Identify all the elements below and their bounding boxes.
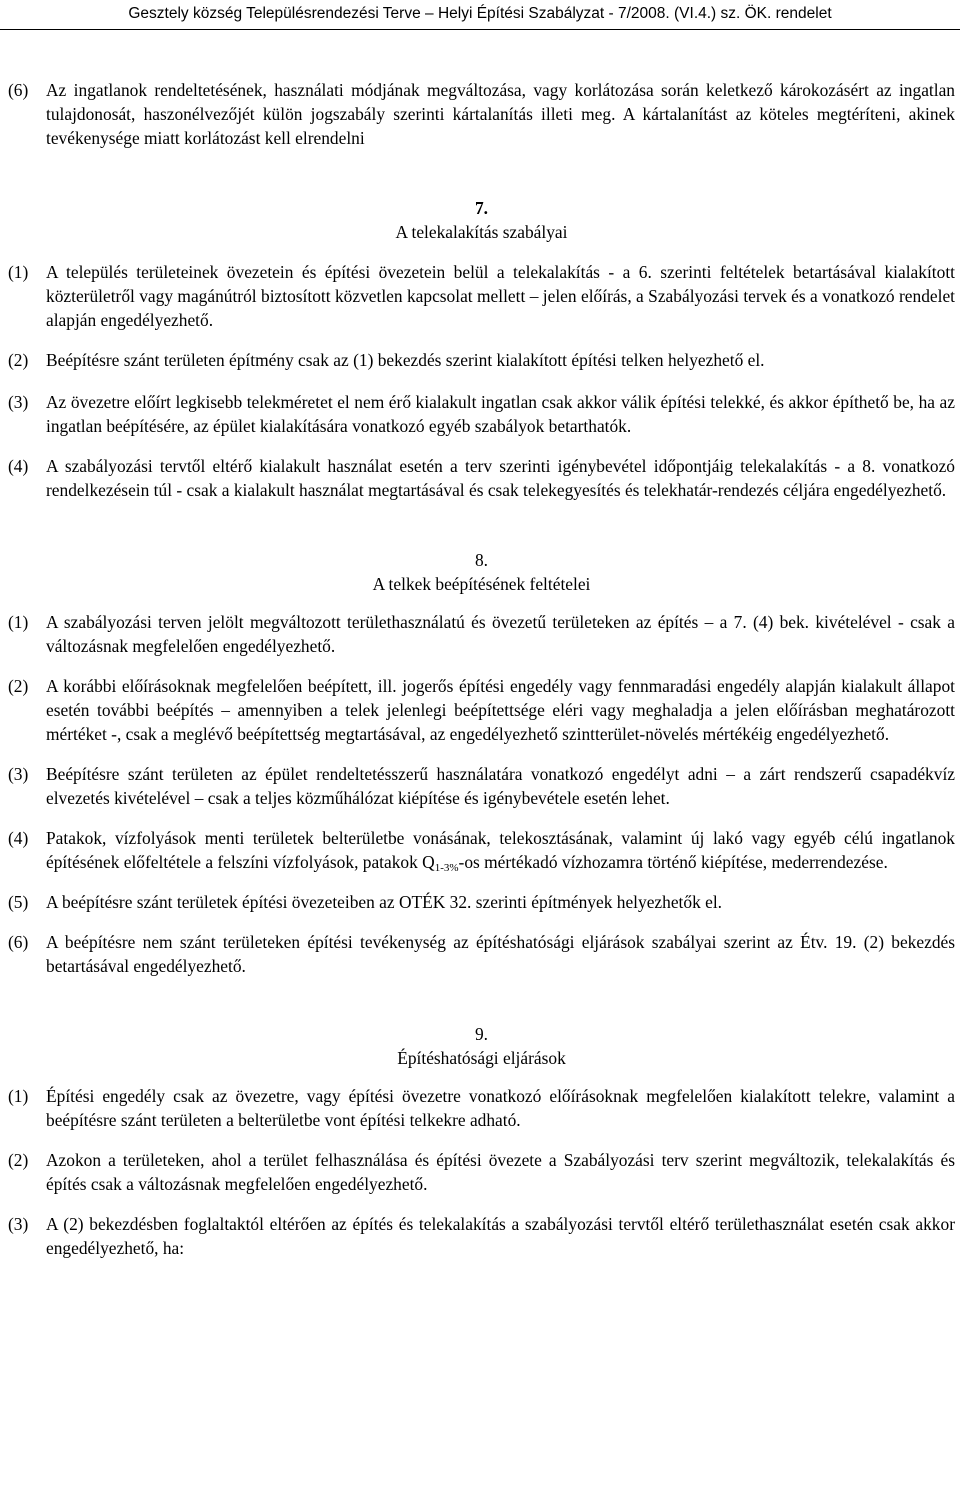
paragraph-number: (3) — [8, 764, 29, 784]
section-number: 8. — [474, 550, 489, 570]
section-title: A telekalakítás szabályai — [395, 222, 568, 242]
intro-paragraph — [8, 78, 955, 150]
section-title: Építéshatósági eljárások — [397, 1048, 566, 1068]
paragraph — [8, 1084, 955, 1132]
paragraph-text: A (2) bekezdésben foglaltaktól eltérően az építés és telekalakítás a szabályozási tervtől eltérő területhasználat esetén csak akkor engedélyezhető, ha: — [46, 1214, 955, 1258]
paragraph-number: (2) — [8, 350, 29, 370]
section-9-heading — [8, 1022, 955, 1070]
paragraph-text: A korábbi előírásoknak megfelelően beépített, ill. jogerős építési engedély vagy fennmaradási engedély alapján kialakult állapot esetén további beépítés – amennyiben a telek jelenlegi beépítettsége eléri vagy meghaladja a jelen előírásban meghatározott mértéket -, csak a meglévő beépítettség megtartásával, az engedélyezhető szintterület-növelés mértékéig engedélyezhető. — [46, 676, 955, 744]
paragraph-number: (3) — [8, 392, 29, 412]
paragraph-text: A beépítésre szánt területek építési övezeteiben az OTÉK 32. szerinti építmények helyezhetők el. — [46, 892, 723, 912]
document-body — [8, 78, 955, 1260]
paragraph — [8, 930, 955, 978]
section-7-heading — [8, 196, 955, 244]
paragraph-number: (6) — [8, 932, 29, 952]
paragraph-number: (6) — [8, 80, 29, 100]
paragraph-number: (1) — [8, 262, 29, 282]
paragraph — [8, 826, 955, 874]
paragraph-text: Beépítésre szánt területen az épület rendeltetésszerű használatára vonatkozó engedélyt adni – a zárt rendszerű csapadékvíz elvezetés kivételével – csak a teljes közműhálózat kiépítése és igénybevétele esetén lehet. — [46, 764, 955, 808]
paragraph-text: A szabályozási tervtől eltérő kialakult használat esetén a terv szerinti igénybevétel időpontjáig telekalakítás - a 8. vonatkozó rendelkezésein túl - csak a kialakult használat megtartásával és csak telekegyesítés és telekhatár-rendezés céljára engedélyezhető. — [46, 456, 955, 500]
paragraph-text-continued: -os mértékadó vízhozamra történő kiépítése, mederrendezése. — [458, 852, 888, 872]
paragraph-text: Azokon a területeken, ahol a terület felhasználása és építési övezete a Szabályozási terv szerint megváltozik, telekalakítás és építés csak a változásnak megfelelően engedélyezhető. — [46, 1150, 955, 1194]
running-header: Gesztely község Településrendezési Terve – Helyi Építési Szabályzat - 7/2008. (VI.4.) sz. ÖK. rendelet — [128, 5, 832, 22]
paragraph-text: Az övezetre előírt legkisebb telekméretet el nem érő kialakult ingatlan csak akkor válik építési telekké, és akkor építhető be, ha az ingatlan beépítésére, az épület kialakítására vonatkozó egyéb szabályok betarthatók. — [46, 392, 955, 436]
paragraph-text: Építési engedély csak az övezetre, vagy építési övezetre vonatkozó előírásoknak megfelelően kialakított telekre, valamint a beépítésre szánt területen a belterületbe vont építési telkekre adható. — [46, 1086, 955, 1130]
paragraph-number: (5) — [8, 892, 29, 912]
paragraph-text: A település területeinek övezetein és építési övezetein belül a telekalakítás - a 6. szerinti feltételek betartásával kialakított közterületről vagy magánútról biztosított közvetlen kapcsolat mellett – jelen előírás, a Szabályozási tervek és a vonatkozó rendelet alapján engedélyezhető. — [46, 262, 955, 330]
paragraph-number: (1) — [8, 612, 29, 632]
paragraph — [8, 610, 955, 658]
paragraph — [8, 348, 955, 372]
section-number: 7. — [474, 198, 489, 218]
paragraph-number: (1) — [8, 1086, 29, 1106]
paragraph-text: A szabályozási terven jelölt megváltozott területhasználatú és övezetű területeken az építés – a 7. (4) bek. kivételével - csak a változásnak megfelelően engedélyezhető. — [46, 612, 955, 656]
paragraph-number: (3) — [8, 1214, 29, 1234]
paragraph — [8, 674, 955, 746]
header-rule — [0, 29, 960, 30]
paragraph-text: Beépítésre szánt területen építmény csak az (1) bekezdés szerint kialakított építési telken helyezhető el. — [46, 350, 765, 370]
paragraph-text: Patakok, vízfolyások menti területek belterületbe vonásának, telekosztásának, valamint új lakó vagy egyéb célú ingatlanok építésének előfeltétele a felszíni vízfolyások, patakok Q — [46, 828, 955, 872]
paragraph — [8, 890, 955, 914]
flow-rate-subscript: 1-3% — [434, 862, 459, 874]
paragraph — [8, 454, 955, 502]
paragraph-text: A beépítésre nem szánt területeken építési tevékenység az építéshatósági eljárások szabályai szerint az Étv. 19. (2) bekezdés betartásával engedélyezhető. — [46, 932, 955, 976]
section-number: 9. — [474, 1024, 489, 1044]
paragraph-number: (4) — [8, 456, 29, 476]
section-8-heading — [8, 548, 955, 596]
paragraph — [8, 260, 955, 332]
section-title: A telkek beépítésének feltételei — [372, 574, 591, 594]
paragraph-number: (2) — [8, 1150, 29, 1170]
paragraph — [8, 390, 955, 438]
paragraph — [8, 1148, 955, 1196]
paragraph-number: (2) — [8, 676, 29, 696]
paragraph-text: Az ingatlanok rendeltetésének, használati módjának megváltozása, vagy korlátozása során keletkező károkozásért az ingatlan tulajdonosát, haszonélvezőjét külön jogszabály szerinti kártalanítás illeti meg. A kártalanítást az köteles megtéríteni, akinek tevékenysége miatt korlátozást kell elrendelni — [46, 80, 955, 148]
paragraph — [8, 1212, 955, 1260]
paragraph — [8, 762, 955, 810]
paragraph-number: (4) — [8, 828, 29, 848]
